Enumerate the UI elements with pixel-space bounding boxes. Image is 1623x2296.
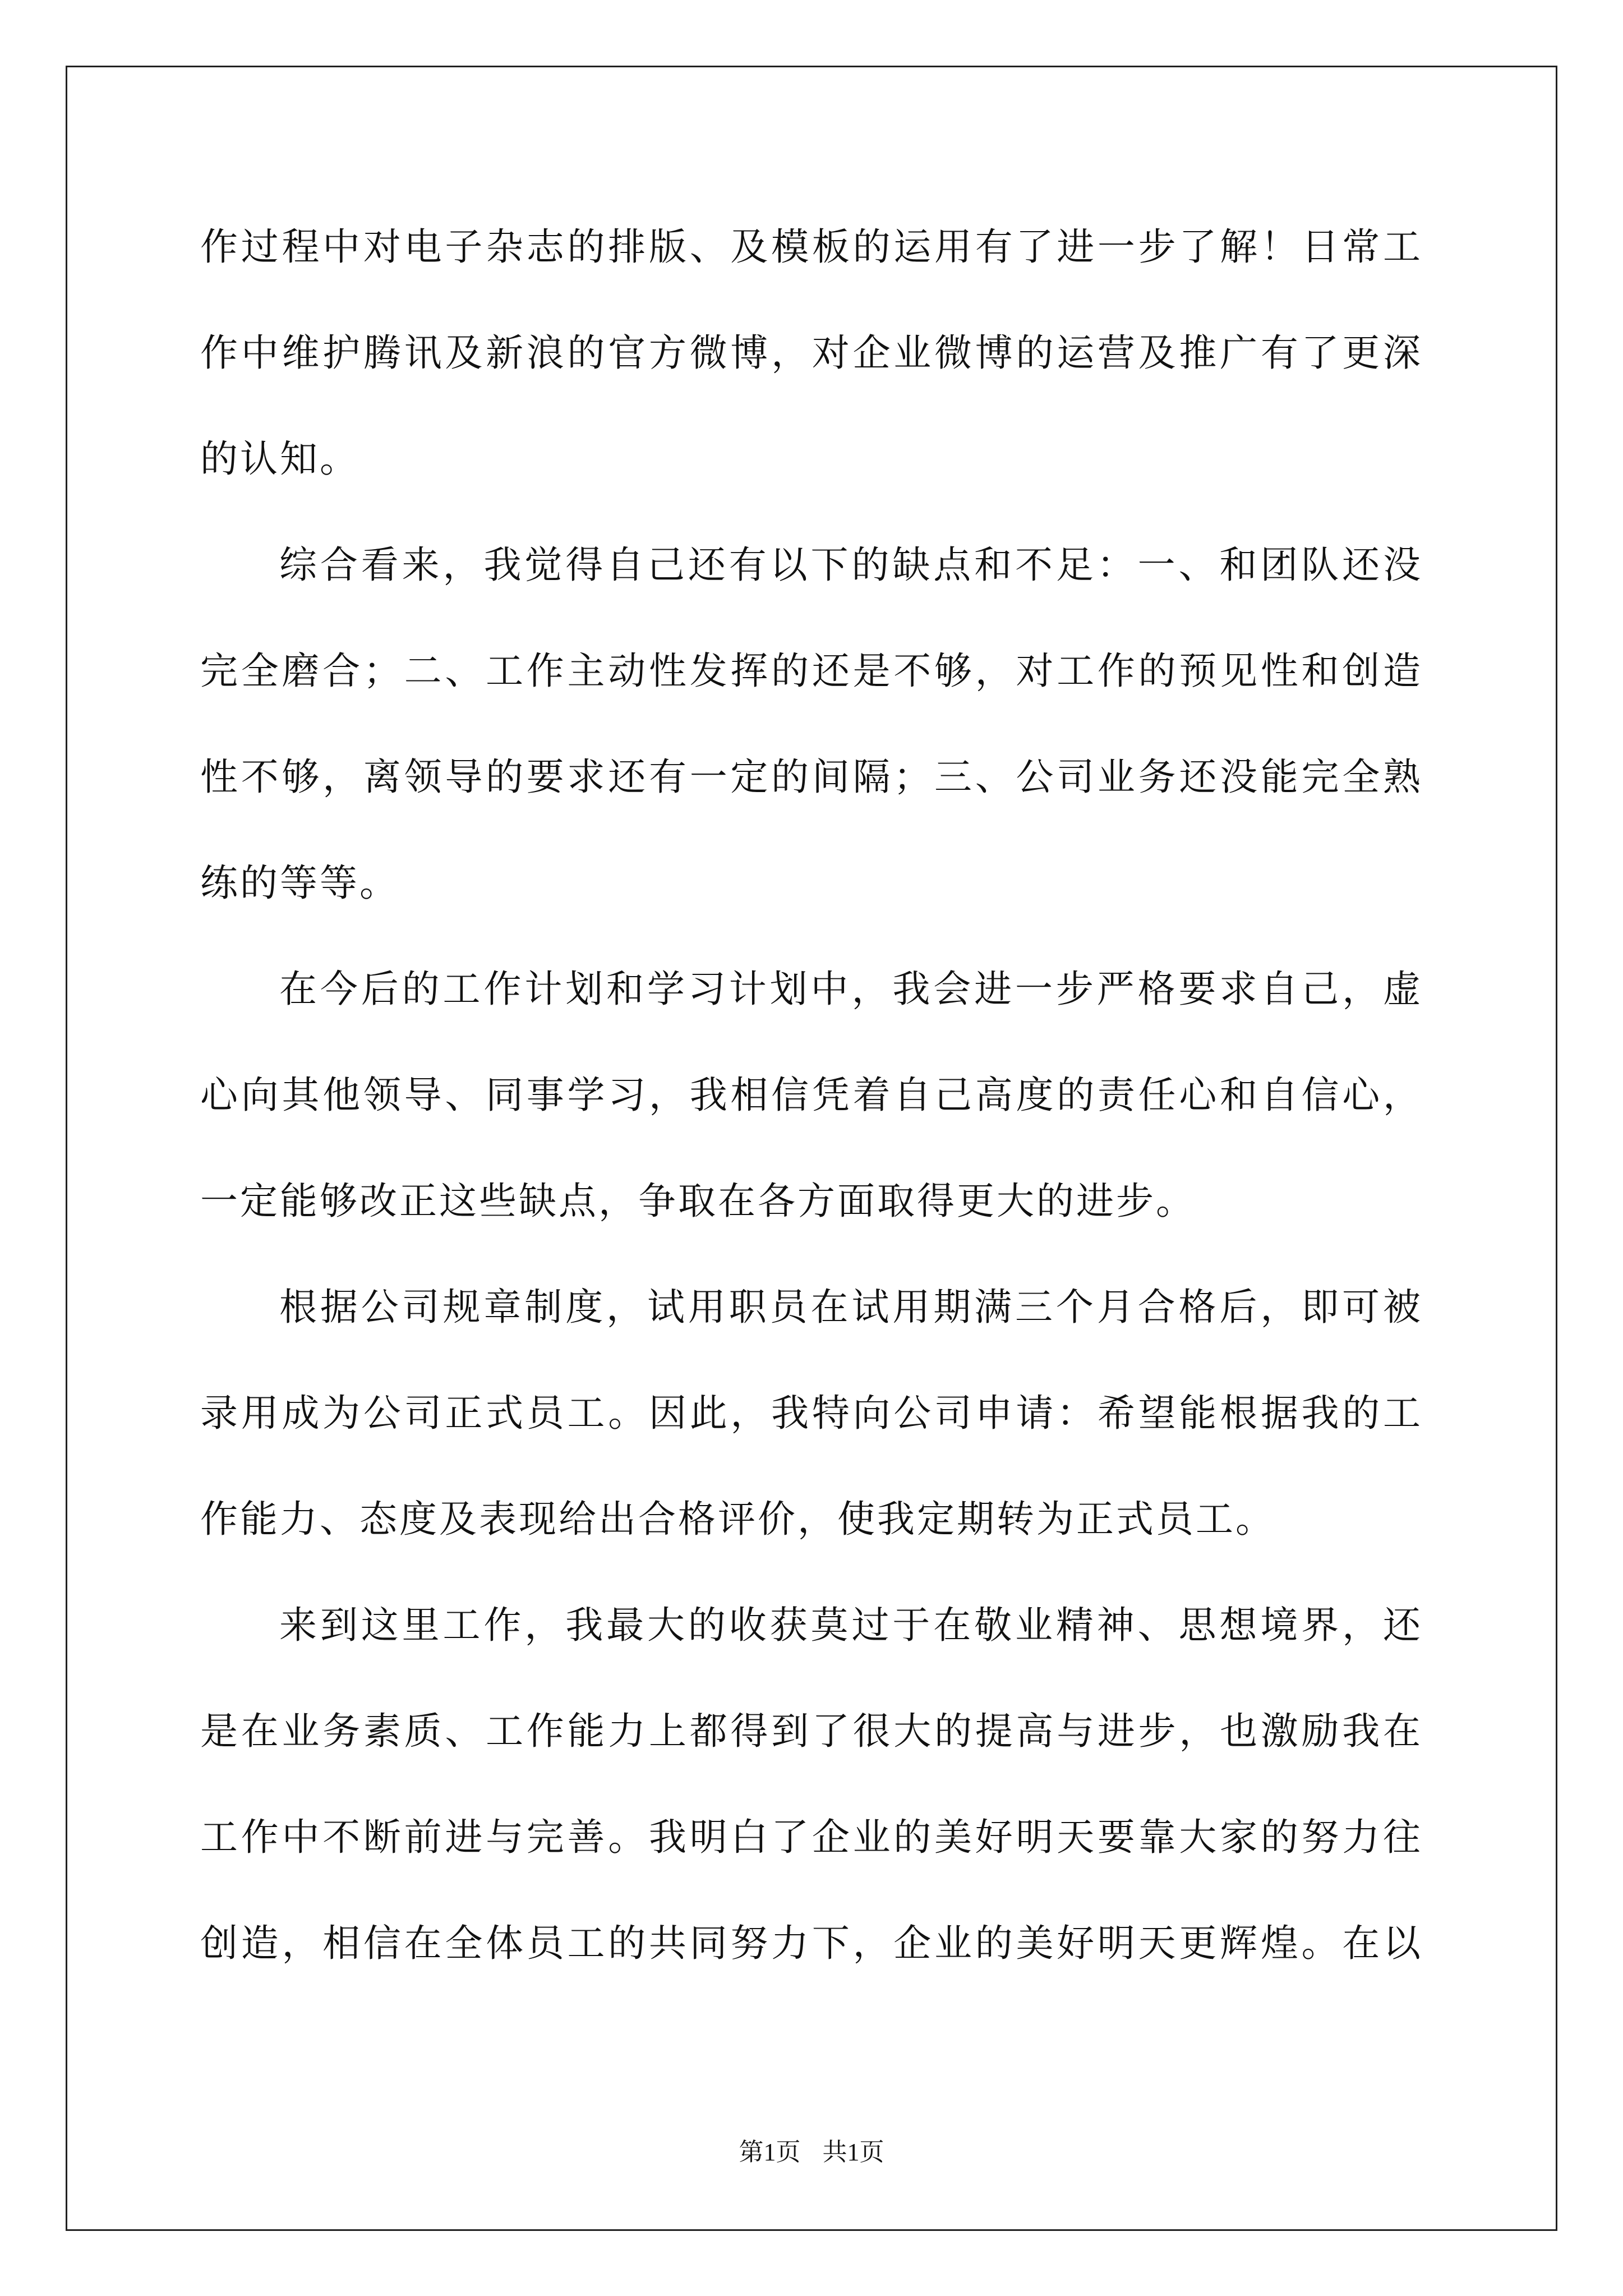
text-line: 工作中不断前进与完善。我明白了企业的美好明天要靠大家的努力往 — [200, 1815, 1423, 1859]
text-line: 性不够，离领导的要求还有一定的间隔；三、公司业务还没能完全熟 — [200, 755, 1423, 799]
text-line: 作中维护腾讯及新浪的官方微博，对企业微博的运营及推广有了更深 — [200, 331, 1423, 375]
text-line: 的认知。 — [200, 437, 359, 481]
text-line: 作过程中对电子杂志的排版、及模板的运用有了进一步了解！日常工 — [200, 225, 1423, 269]
text-line: 作能力、态度及表现给出合格评价，使我定期转为正式员工。 — [200, 1497, 1275, 1541]
page-total: 共1页 — [822, 2138, 884, 2166]
paragraph-first-line: 根据公司规章制度，试用职员在试用期满三个月合格后，即可被 — [279, 1285, 1423, 1329]
text-line: 创造，相信在全体员工的共同努力下，企业的美好明天更辉煌。在以 — [200, 1921, 1423, 1965]
text-line: 心向其他领导、同事学习，我相信凭着自己高度的责任心和自信心， — [200, 1073, 1423, 1117]
paragraph-first-line: 来到这里工作，我最大的收获莫过于在敬业精神、思想境界，还 — [279, 1603, 1423, 1647]
page-footer — [0, 2132, 1623, 2168]
paragraph-first-line: 综合看来，我觉得自己还有以下的缺点和不足：一、和团队还没 — [279, 543, 1423, 587]
text-line: 录用成为公司正式员工。因此，我特向公司申请：希望能根据我的工 — [200, 1391, 1423, 1435]
text-line: 练的等等。 — [200, 861, 399, 905]
text-line: 一定能够改正这些缺点，争取在各方面取得更大的进步。 — [200, 1179, 1196, 1223]
text-line: 是在业务素质、工作能力上都得到了很大的提高与进步，也激励我在 — [200, 1709, 1423, 1753]
paragraph-first-line: 在今后的工作计划和学习计划中，我会进一步严格要求自己，虚 — [279, 967, 1423, 1011]
page-border — [66, 66, 1557, 2231]
page-number: 第1页 — [739, 2138, 801, 2166]
text-line: 完全磨合；二、工作主动性发挥的还是不够，对工作的预见性和创造 — [200, 649, 1423, 693]
